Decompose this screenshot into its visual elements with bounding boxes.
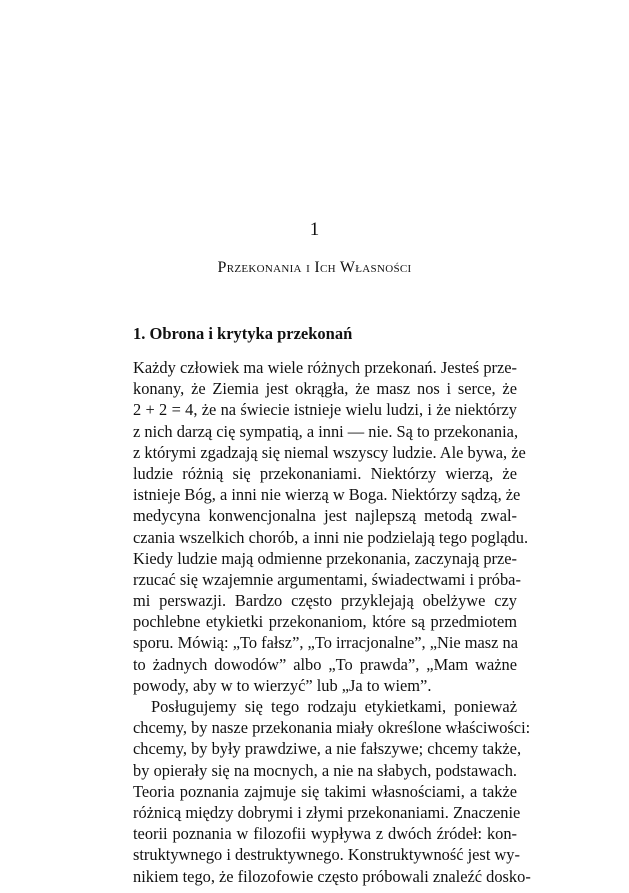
chapter-title: Przekonania i Ich Własności	[217, 259, 412, 276]
text-line: czania wszelkich chorób, a inni nie podzielają tego poglądu.	[133, 527, 529, 547]
text-line: różnicą między dobrymi i złymi przekonaniami. Znaczenie	[133, 802, 521, 822]
text-line: medycyna konwencjonalna jest najlepszą metodą zwal-	[133, 506, 517, 526]
text-line: istnieje Bóg, a inni nie wierzą w Boga. Niektórzy sądzą, że	[133, 485, 521, 505]
text-line: sporu. Mówią: „To fałsz”, „To irracjonalne”, „Nie masz na	[133, 633, 519, 653]
text-line: pochlebne etykietki przekonaniom, które są przedmiotem	[133, 612, 517, 632]
text-line: by opierały się na mocnych, a nie na słabych, podstawach.	[133, 760, 517, 780]
text-line: struktywnego i destruktywnego. Konstruktywność jest wy-	[133, 845, 520, 865]
text-line: Teoria poznania zajmuje się takimi własnościami, a także	[133, 781, 517, 801]
text-line: chcemy, by były prawdziwe, a nie fałszywe; chcemy także,	[133, 739, 522, 759]
text-line: Kiedy ludzie mają odmienne przekonania, zaczynają prze-	[133, 548, 517, 568]
chapter-number: 1	[309, 219, 320, 240]
text-line: powody, aby w to wierzyć” lub „Ja to wiem”.	[133, 675, 432, 695]
paragraph-2	[133, 696, 531, 887]
text-line: to żadnych dowodów” albo „To prawda”, „Mam ważne	[133, 654, 517, 674]
text-line: chcemy, by nasze przekonania miały określone właściwości:	[133, 718, 531, 738]
text-line: Każdy człowiek ma wiele różnych przekonań. Jesteś prze-	[133, 358, 517, 377]
text-line: teorii poznania w filozofii wypływa z dwóch źródeł: kon-	[133, 824, 517, 844]
paragraph-1	[133, 357, 529, 696]
text-line: Posługujemy się tego rodzaju etykietkami, ponieważ	[151, 697, 517, 716]
text-line: z nich darzą cię sympatią, a inni — nie. Są to przekonania,	[133, 421, 519, 441]
text-line: 2 + 2 = 4, że na świecie istnieje wielu ludzi, i że niektórzy	[133, 400, 517, 420]
text-line: rzucać się wzajemnie argumentami, świadectwami i próba-	[133, 569, 521, 589]
body-text	[133, 357, 531, 887]
text-line: mi perswazji. Bardzo często przyklejają obelżywe czy	[133, 591, 517, 611]
text-line: ludzie różnią się przekonaniami. Niektórzy wierzą, że	[133, 463, 517, 483]
text-line: z którymi zgadzają się niemal wszyscy ludzie. Ale bywa, że	[133, 442, 526, 462]
text-line: konany, że Ziemia jest okrągła, że masz nos i serce, że	[133, 379, 517, 399]
section-heading: 1. Obrona i krytyka przekonań	[133, 324, 353, 343]
text-line: nikiem tego, że filozofowie często próbowali znaleźć dosko-	[133, 866, 531, 886]
